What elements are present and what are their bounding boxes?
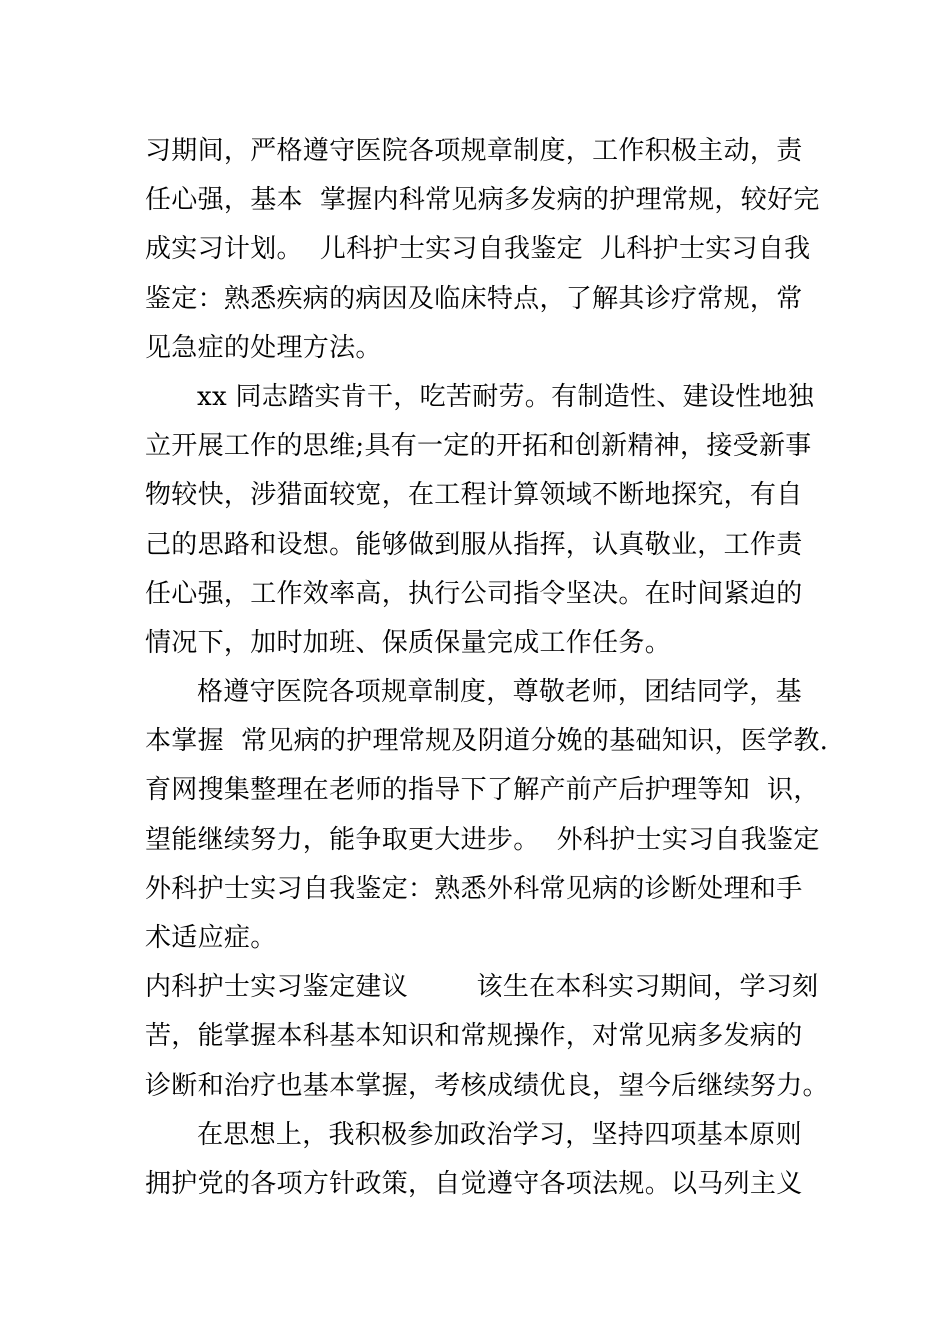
text-line: 苦，能掌握本科基本知识和常规操作，对常见病多发病的 (145, 1021, 803, 1052)
text-line: 任心强，基本 掌握内科常见病多发病的护理常规，较好完 (145, 185, 820, 216)
text-line: 立开展工作的思维;具有一定的开拓和创新精神，接受新事 (145, 431, 812, 462)
text-line: 拥护党的各项方针政策，自觉遵守各项法规。以马列主义 (145, 1168, 803, 1199)
text-line: 任心强，工作效率高，执行公司指令坚决。在时间紧迫的 (145, 578, 803, 609)
paragraph-start-line: 内科护士实习鉴定建议 该生在本科实习期间，学习刻 (145, 972, 819, 1003)
text-line: 习期间，严格遵守医院各项规章制度，工作积极主动，责 (145, 136, 803, 166)
text-line: 物较快，涉猎面较宽，在工程计算领域不断地探究，有自 (145, 480, 803, 511)
text-line: 术适应症。 (145, 923, 277, 953)
text-line: 望能继续努力，能争取更大进步。 外科护士实习自我鉴定 (145, 824, 820, 855)
paragraph-start-line: 格遵守医院各项规章制度，尊敬老师，团结同学，基 (197, 677, 802, 708)
text-line: 外科护士实习自我鉴定：熟悉外科常见病的诊断处理和手 (145, 873, 803, 904)
text-line: 见急症的处理方法。 (145, 332, 382, 363)
paragraph-start-line: xx 同志踏实肯干，吃苦耐劳。有制造性、建设性地独 (197, 381, 815, 412)
text-line: 本掌握 常见病的护理常规及阴道分娩的基础知识，医学教. (145, 726, 829, 757)
text-line: 己的思路和设想。能够做到服从指挥，认真敬业，工作责 (145, 529, 803, 560)
text-line: 成实习计划。 儿科护士实习自我鉴定 儿科护士实习自我 (145, 234, 811, 265)
text-line: 诊断和治疗也基本掌握，考核成绩优良，望今后继续努力。 (145, 1070, 829, 1101)
paragraph-start-line: 在思想上，我积极参加政治学习，坚持四项基本原则 (197, 1119, 802, 1150)
text-line: 情况下，加时加班、保质保量完成工作任务。 (145, 627, 672, 658)
document-body (145, 127, 829, 1209)
text-line: 育网搜集整理在老师的指导下了解产前产后护理等知 识， (145, 775, 820, 806)
text-line: 鉴定：熟悉疾病的病因及临床特点，了解其诊疗常规，常 (145, 283, 803, 314)
